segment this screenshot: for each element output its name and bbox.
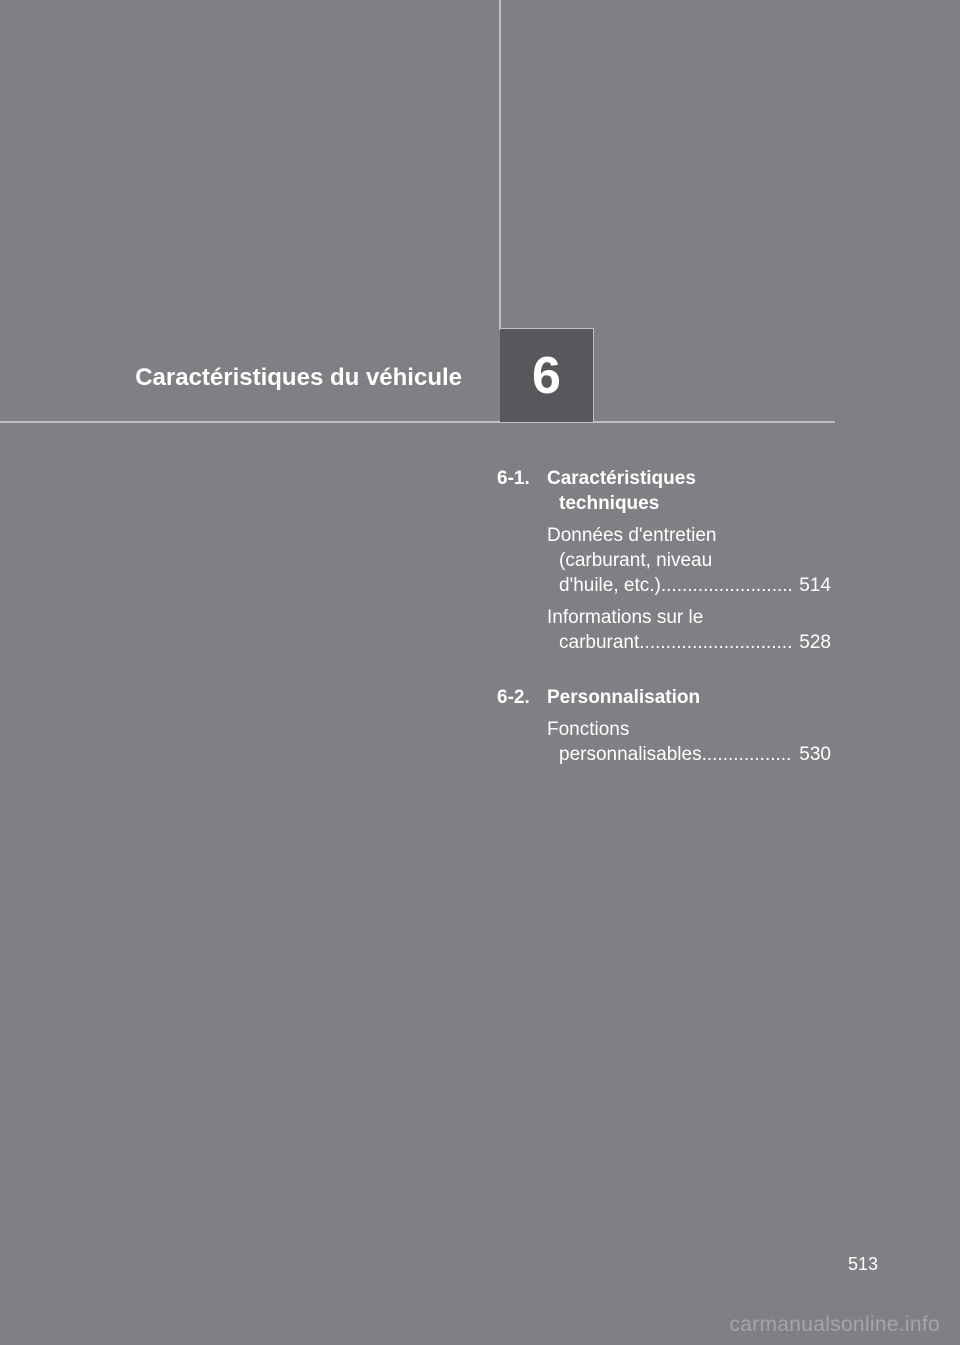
section-number: 6-1. bbox=[497, 468, 530, 489]
chapter-title: Caractéristiques du véhicule bbox=[135, 364, 462, 391]
toc-section-6-1 bbox=[497, 466, 837, 516]
watermark: carmanualsonline.info bbox=[729, 1313, 940, 1336]
entry-page-number: 530 bbox=[799, 744, 831, 765]
dot-leader bbox=[661, 573, 793, 598]
entry-text-line: (carburant, niveau bbox=[559, 550, 713, 571]
section-number: 6-2. bbox=[497, 687, 530, 708]
entry-page-number: 528 bbox=[799, 632, 831, 653]
entry-text-line: Fonctions bbox=[547, 719, 630, 740]
chapter-number-box bbox=[500, 328, 594, 422]
chapter-number: 6 bbox=[532, 346, 561, 405]
vertical-rule bbox=[499, 0, 501, 330]
entry-text-line: carburant bbox=[559, 632, 640, 653]
toc-entry-donnees-entretien[interactable] bbox=[497, 523, 837, 598]
entry-text-line: Informations sur le bbox=[547, 607, 704, 628]
horizontal-rule bbox=[0, 421, 835, 423]
entry-text-line: personnalisables bbox=[559, 744, 702, 765]
table-of-contents bbox=[497, 466, 837, 767]
entry-page-row bbox=[547, 742, 831, 767]
dot-leader bbox=[702, 742, 794, 767]
entry-page-number: 514 bbox=[799, 575, 831, 596]
entry-page-row bbox=[547, 573, 831, 598]
section-title-line: Personnalisation bbox=[547, 687, 701, 708]
dot-leader bbox=[639, 630, 793, 655]
entry-text-line: Données d'entretien bbox=[547, 525, 717, 546]
section-title-line: Caractéristiques bbox=[547, 468, 696, 489]
toc-entry-informations-carburant[interactable] bbox=[497, 605, 837, 655]
entry-text-line: d'huile, etc.) bbox=[559, 575, 661, 596]
section-title-line: techniques bbox=[559, 493, 660, 514]
entry-page-row bbox=[547, 630, 831, 655]
toc-entry-fonctions-personnalisables[interactable] bbox=[497, 717, 837, 767]
page-number: 513 bbox=[847, 1254, 878, 1274]
toc-section-6-2 bbox=[497, 685, 837, 710]
